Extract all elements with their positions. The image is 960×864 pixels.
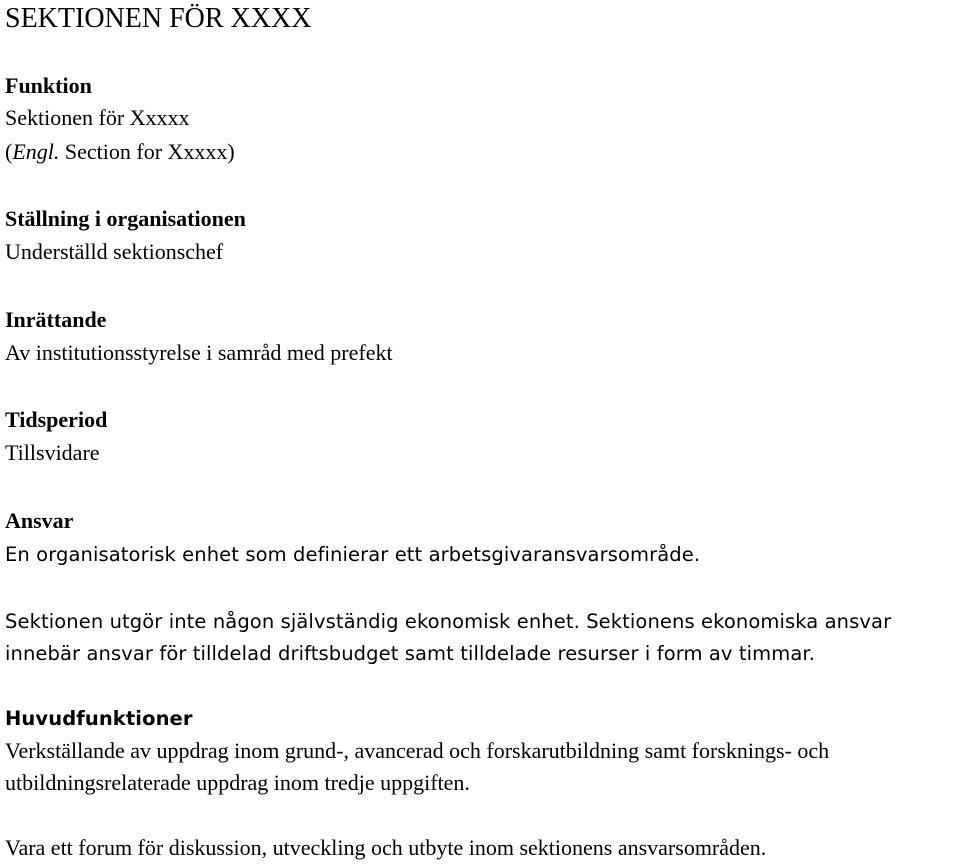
huvudfunktioner-heading: Huvudfunktioner — [5, 707, 193, 730]
huvudfunktioner-paragraph-1-line2: utbildningsrelaterade uppdrag inom tredje uppgiften. — [5, 770, 470, 795]
funktion-text-line1: Sektionen för Xxxxx — [5, 105, 190, 130]
huvudfunktioner-paragraph-1-line1: Verkställande av uppdrag inom grund-, avancerad och forskarutbildning samt forsknings- och — [5, 738, 830, 763]
document-title: SEKTIONEN FÖR XXXX — [5, 3, 312, 34]
tidsperiod-text: Tillsvidare — [5, 440, 100, 465]
tidsperiod-heading: Tidsperiod — [5, 407, 108, 432]
ansvar-paragraph-2-line2: innebär ansvar för tilldelad driftsbudget samt tilldelade resurser i form av timmar. — [5, 642, 816, 665]
funktion-paren-open: ( — [5, 139, 13, 164]
inrattande-heading: Inrättande — [5, 307, 107, 332]
stallning-heading: Ställning i organisationen — [5, 206, 246, 231]
funktion-english-name: Section for Xxxxx) — [59, 139, 235, 164]
huvudfunktioner-paragraph-2: Vara ett forum för diskussion, utveckling och utbyte inom sektionens ansvarsområden. — [5, 835, 767, 860]
stallning-text: Underställd sektionschef — [5, 239, 224, 264]
ansvar-paragraph-2-line1: Sektionen utgör inte någon självständig ekonomisk enhet. Sektionens ekonomiska ansvar — [5, 610, 892, 633]
funktion-text-line2 — [5, 136, 235, 168]
ansvar-heading: Ansvar — [5, 508, 74, 533]
funktion-heading: Funktion — [5, 73, 92, 98]
ansvar-paragraph-1: En organisatorisk enhet som definierar ett arbetsgivaransvarsområde. — [5, 543, 701, 566]
inrattande-text: Av institutionsstyrelse i samråd med prefekt — [5, 340, 393, 365]
funktion-engl-label: Engl. — [12, 139, 60, 164]
